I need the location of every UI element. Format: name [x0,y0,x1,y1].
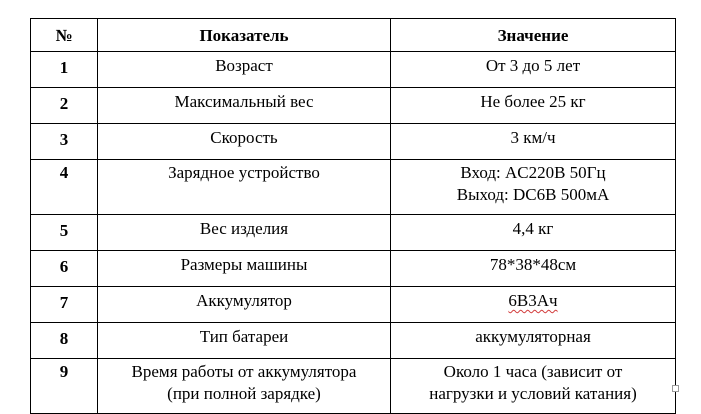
row-parameter: Тип батареи [98,323,391,359]
row-number: 3 [31,124,98,160]
row-parameter: Максимальный вес [98,88,391,124]
row-parameter: Возраст [98,52,391,88]
row-parameter: Размеры машины [98,251,391,287]
row-parameter: Зарядное устройство [98,160,391,215]
row-value: Около 1 часа (зависит от нагрузки и условий катания) [391,359,676,414]
table-row [31,160,676,215]
table-row [31,359,676,414]
row-value: Вход: AC220B 50Гц Выход: DC6B 500мА [391,160,676,215]
row-parameter: Аккумулятор [98,287,391,323]
row-number: 7 [31,287,98,323]
table-row [31,215,676,251]
row-number: 1 [31,52,98,88]
specifications-table [30,18,676,414]
row-number: 2 [31,88,98,124]
header-row [31,19,676,52]
row-parameter: Скорость [98,124,391,160]
table-header [31,19,676,52]
row-value: 4,4 кг [391,215,676,251]
row-value: аккумуляторная [391,323,676,359]
row-parameter: Время работы от аккумулятора (при полной зарядке) [98,359,391,414]
spellcheck-flagged-text: 6В3Ач [508,291,558,310]
row-number: 4 [31,160,98,215]
table-body [31,52,676,414]
table-row [31,323,676,359]
row-value: От 3 до 5 лет [391,52,676,88]
table-row [31,52,676,88]
table-resize-handle[interactable] [672,385,679,392]
header-number: № [31,19,98,52]
row-value: Не более 25 кг [391,88,676,124]
row-number: 9 [31,359,98,414]
table-row [31,124,676,160]
header-value: Значение [391,19,676,52]
row-value: 78*38*48см [391,251,676,287]
row-parameter: Вес изделия [98,215,391,251]
row-value: 3 км/ч [391,124,676,160]
row-number: 8 [31,323,98,359]
row-number: 6 [31,251,98,287]
table-row [31,88,676,124]
table-row [31,251,676,287]
row-value [391,287,676,323]
table-row [31,287,676,323]
header-parameter: Показатель [98,19,391,52]
row-number: 5 [31,215,98,251]
